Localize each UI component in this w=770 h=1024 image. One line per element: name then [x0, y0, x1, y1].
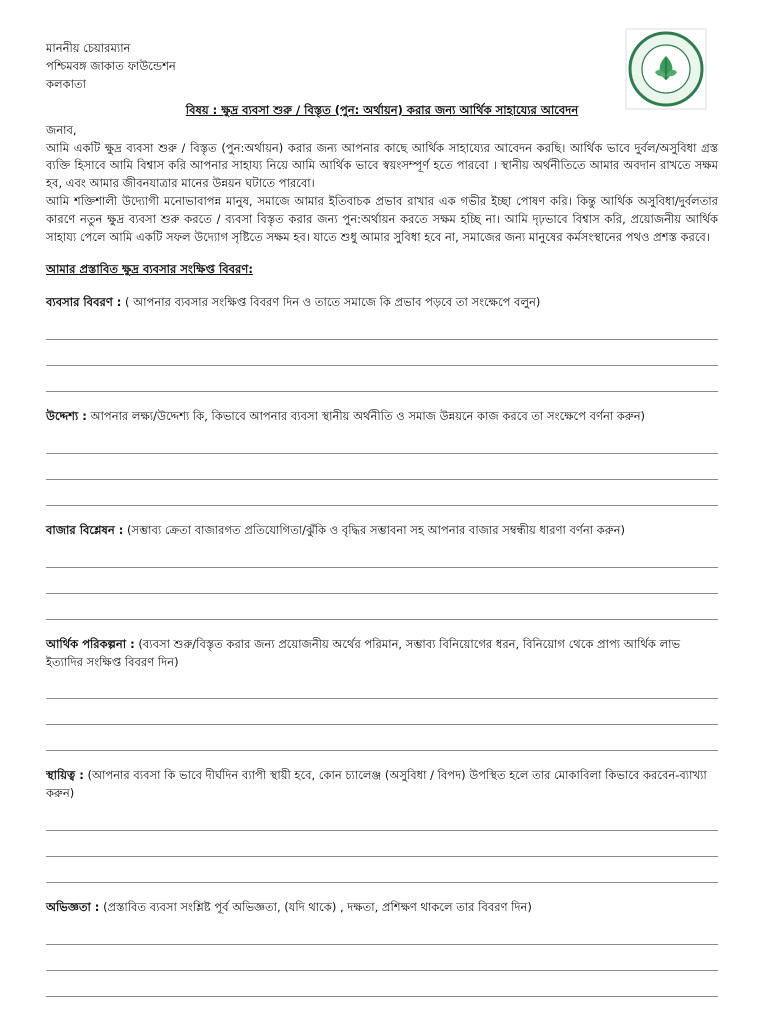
answer-line[interactable]: [46, 831, 718, 857]
answer-line[interactable]: [46, 454, 718, 480]
address-line: পশ্চিমবঙ্গ জাকাত ফাউন্ডেশন: [46, 59, 176, 73]
section-desc: (প্রস্তাবিত ব্যবসা সংশ্লিষ্ট পূর্ব অভিজ্ঞতা, (যদি থাকে) , দক্ষতা, প্রশিক্ষণ থাকলে তার বিবরণ দিন): [103, 900, 532, 914]
summary-heading: আমার প্রস্তাবিত ক্ষুদ্র ব্যবসার সংক্ষিপ্ত বিবরণ:: [46, 261, 253, 276]
section-financial-plan: [46, 636, 718, 752]
section-business-description: [46, 294, 718, 392]
answer-line[interactable]: [46, 568, 718, 594]
section-market-analysis: [46, 522, 718, 620]
section-desc: ( আপনার ব্যবসার সংক্ষিপ্ত বিবরণ দিন ও তাতে সমাজে কি প্রভাব পড়বে তা সংক্ষেপে বলুন): [125, 295, 541, 310]
answer-line[interactable]: [46, 699, 718, 725]
section-title: স্থায়িত্ব :: [46, 768, 84, 783]
answer-line[interactable]: [46, 857, 718, 883]
answer-line[interactable]: [46, 340, 718, 366]
section-title: অভিজ্ঞতা :: [46, 900, 100, 914]
section-objective: [46, 408, 718, 506]
address-line: মাননীয় চেয়ারম্যান: [46, 41, 131, 55]
answer-line[interactable]: [46, 428, 718, 454]
section-title: আর্থিক পরিকল্পনা :: [46, 636, 135, 651]
salutation: জনাব,: [46, 122, 77, 137]
answer-line[interactable]: [46, 919, 718, 945]
answer-line[interactable]: [46, 366, 718, 392]
section-sustainability: [46, 767, 718, 883]
section-title: উদ্দেশ্য :: [46, 409, 87, 424]
section-desc: আপনার লক্ষ্য/উদ্দেশ্য কি, কিভাবে আপনার ব্যবসা স্থানীয় অর্থনীতি ও সমাজ উন্নয়নে কাজ করবে তা সংক্ষেপে বর্ণনা করুন): [90, 409, 646, 424]
answer-line[interactable]: [46, 805, 718, 831]
subject-line: বিষয় : ক্ষুদ্র ব্যবসা শুরু / বিস্তৃত (পুন: অর্থায়ন) করার জন্য আর্থিক সাহায্যের আবেদন: [185, 103, 579, 117]
recipient-address: [46, 40, 718, 94]
section-desc: (আপনার ব্যবসা কি ভাবে দীর্ঘদিন ব্যাপী স্থায়ী হবে, কোন চ্যালেঞ্জ (অসুবিধা / বিপদ) উপস্থিত হলে তার মোকাবিলা কিভাবে করবেন-ব্যাখ্যা করুন): [46, 768, 707, 801]
section-title: ব্যবসার বিবরণ :: [46, 295, 122, 310]
answer-line[interactable]: [46, 945, 718, 971]
section-desc: (সম্ভাব্য ক্রেতা বাজারগত প্রতিযোগিতা/ঝুঁকি ও বৃদ্ধির সম্ভাবনা সহ আপনার বাজার সম্বন্ধীয় ধারণা বর্ণনা করুন): [126, 522, 625, 537]
section-desc: (ব্যবসা শুরু/বিস্তৃত করার জন্য প্রয়োজনীয় অর্থের পরিমান, সম্ভাব্য বিনিয়োগের ধরন, বিনিয়োগ থেকে প্রাপ্য আর্থিক লাভ ইত্যাদির সংক্ষিপ্ত বিবরণ দিন): [46, 636, 681, 669]
section-experience: [46, 899, 718, 997]
application-letter: [46, 40, 718, 997]
answer-line[interactable]: [46, 480, 718, 506]
answer-line[interactable]: [46, 971, 718, 997]
paragraph: আমি শক্তিশালী উদ্যোগী মনোভাবাপন্ন মানুষ, সমাজে আমার ইতিবাচক প্রভাব রাখার এক গভীর ইচ্ছা পোষণ করি। কিন্তু আর্থিক অসুবিধা/দুর্বলতার কারণে নতুন ক্ষুদ্র ব্যবসা শুরু করতে / ব্যবসা বিস্তৃত করার জন্য পুন:অর্থায়ন করতে সক্ষম হচ্ছি না। আমি দৃঢ়ভাবে বিশ্বাস করি, প্রয়োজনীয় আর্থিক সাহায্য পেলে আমি একটি সফল উদ্যোগ সৃষ্টিতে সক্ষম হব। যাতে শুধু আমার সুবিধা হবে না, সমাজের জন্য মানুষের কর্মসংস্থানের পথও প্রশস্ত করবে।: [46, 194, 718, 244]
paragraph: আমি একটি ক্ষুদ্র ব্যবসা শুরু / বিস্তৃত (পুন:অর্থায়ন) করার জন্য আপনার কাছে আর্থিক সাহায্যের আবেদন করছি। আর্থিক ভাবে দুর্বল/অসুবিধা গ্রস্ত ব্যক্তি হিসাবে আমি বিশ্বাস করি আপনার সাহায্য নিয়ে আমি আর্থিক ভাবে স্বয়ংসম্পূর্ণ হতে পারবো । স্থানীয় অর্থনীতিতে আমার অবদান রাখতে সক্ষম হব, এবং আমার জীবনযাত্রার মানের উন্নয়ন ঘটাতে পারবো।: [46, 140, 718, 191]
answer-line[interactable]: [46, 725, 718, 751]
answer-line[interactable]: [46, 314, 718, 340]
answer-line[interactable]: [46, 673, 718, 699]
address-line: কলকাতা: [46, 77, 86, 91]
section-title: বাজার বিশ্লেষন :: [46, 522, 124, 537]
answer-line[interactable]: [46, 542, 718, 568]
answer-line[interactable]: [46, 594, 718, 620]
